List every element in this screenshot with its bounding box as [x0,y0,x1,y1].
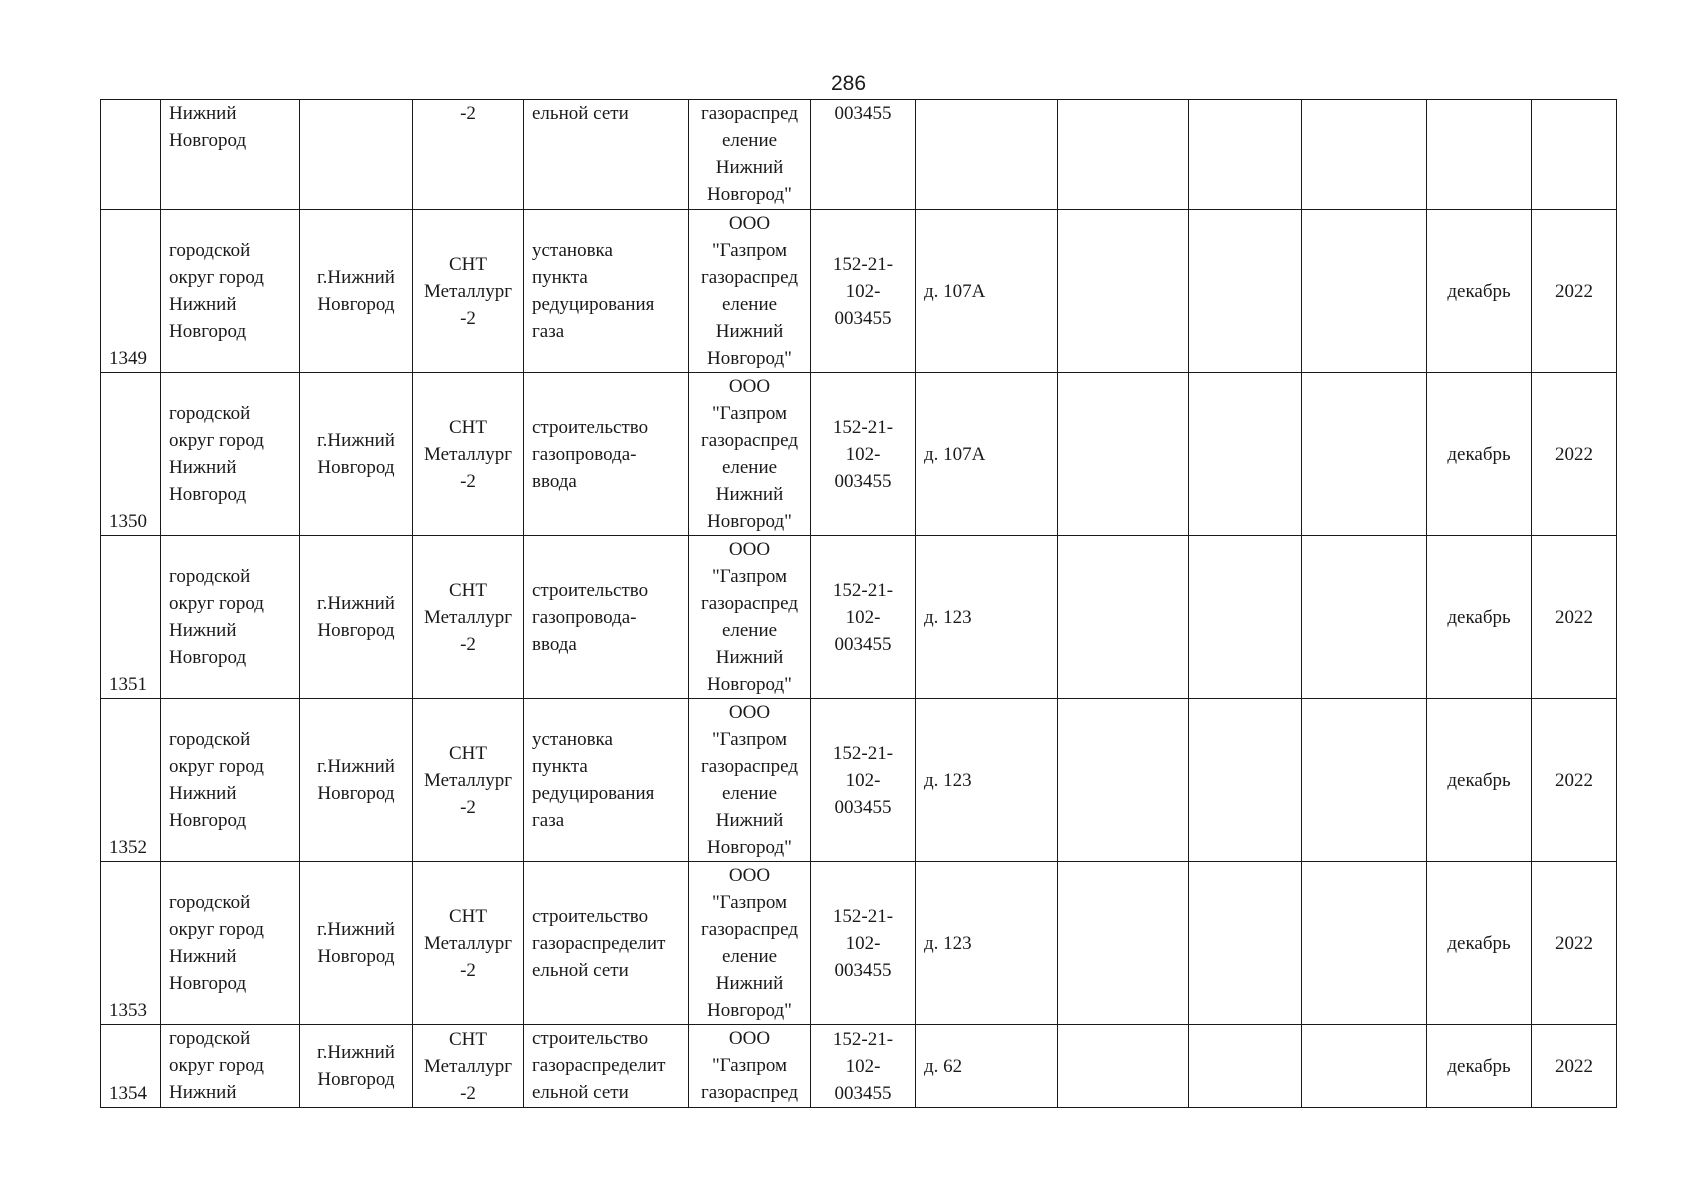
district-cell [161,1025,300,1108]
locality-text: г.Нижний Новгород [317,756,395,804]
table-row [101,100,1617,210]
empty-cell [1189,536,1302,699]
month-cell [1427,1025,1532,1108]
empty-cell [1189,210,1302,373]
locality-text: г.Нижний Новгород [317,593,395,641]
year-text: 2022 [1555,443,1593,465]
empty-cell [1058,100,1189,210]
table-row [101,699,1617,862]
empty-cell [1302,536,1427,699]
locality-text: г.Нижний Новгород [317,430,395,478]
empty-cell [1302,210,1427,373]
address-cell [916,373,1058,536]
row-number-text: 1349 [109,348,147,369]
snt-cell [413,1025,524,1108]
address-cell [916,536,1058,699]
snt-cell [413,862,524,1025]
snt-text: СНТ Металлург -2 [424,742,512,818]
row-number-cell [101,100,161,210]
organization-cell [689,536,811,699]
empty-cell [1058,536,1189,699]
locality-cell [300,536,413,699]
work-type-text: строительство газопровода- ввода [532,579,649,655]
work-type-cell [524,536,689,699]
locality-cell [300,862,413,1025]
empty-cell [1189,862,1302,1025]
registry-number-text: 152-21- 102- 003455 [832,742,894,818]
year-text: 2022 [1555,769,1593,791]
empty-cell [1058,862,1189,1025]
registry-number-cell [811,100,916,210]
year-cell [1532,100,1617,210]
work-type-cell [524,210,689,373]
work-type-cell [524,699,689,862]
address-cell [916,862,1058,1025]
organization-cell [689,1025,811,1108]
year-text: 2022 [1555,606,1593,628]
year-cell [1532,373,1617,536]
month-text: декабрь [1447,443,1511,465]
month-text: декабрь [1447,606,1511,628]
registry-number-text: 003455 [834,103,892,124]
registry-number-text: 152-21- 102- 003455 [832,1028,894,1104]
registry-number-text: 152-21- 102- 003455 [832,905,894,981]
registry-number-cell [811,1025,916,1108]
table-row [101,373,1617,536]
row-number-cell [101,1025,161,1108]
organization-text: ООО "Газпром газораспред еление Нижний Новгород" [700,539,798,695]
row-number-text: 1352 [109,837,147,858]
work-type-cell [524,1025,689,1108]
row-number-text: 1351 [109,674,147,695]
year-cell [1532,1025,1617,1108]
year-cell [1532,862,1617,1025]
organization-text: ООО "Газпром газораспред еление Нижний Новгород" [700,865,798,1021]
table-row [101,210,1617,373]
month-cell [1427,699,1532,862]
district-text: городской округ город Нижний Новгород [169,729,264,831]
registry-number-cell [811,699,916,862]
district-cell [161,862,300,1025]
district-cell [161,536,300,699]
registry-number-cell [811,862,916,1025]
organization-text: ООО "Газпром газораспред еление Нижний Новгород" [700,213,798,369]
table-row [101,536,1617,699]
registry-number-cell [811,536,916,699]
empty-cell [1302,373,1427,536]
registry-number-text: 152-21- 102- 003455 [832,253,894,329]
register-table [100,99,1617,1108]
organization-cell [689,699,811,862]
snt-text: СНТ Металлург -2 [424,253,512,329]
month-text: декабрь [1447,1055,1511,1077]
address-text: д. 123 [924,606,972,628]
empty-cell [1058,1025,1189,1108]
page-number: 286 [830,72,867,95]
locality-cell [300,699,413,862]
empty-cell [1189,373,1302,536]
locality-text: г.Нижний Новгород [317,267,395,315]
row-number-text: 1350 [109,511,147,532]
snt-cell [413,536,524,699]
snt-text: -2 [460,103,476,124]
snt-text: СНТ Металлург -2 [424,416,512,492]
snt-text: СНТ Металлург -2 [424,1028,512,1104]
year-cell [1532,699,1617,862]
organization-cell [689,100,811,210]
district-text: городской округ город Нижний [169,1028,264,1103]
address-cell [916,210,1058,373]
organization-text: газораспред еление Нижний Новгород" [700,103,798,205]
year-cell [1532,210,1617,373]
registry-number-text: 152-21- 102- 003455 [832,416,894,492]
district-cell [161,210,300,373]
locality-cell [300,373,413,536]
district-text: Нижний Новгород [169,103,247,151]
empty-cell [1058,210,1189,373]
month-cell [1427,373,1532,536]
year-cell [1532,536,1617,699]
organization-text: ООО "Газпром газораспред еление Нижний Новгород" [700,702,798,858]
month-cell [1427,100,1532,210]
district-cell [161,373,300,536]
address-text: д. 107А [924,280,986,302]
row-number-text: 1354 [109,1083,147,1104]
empty-cell [1189,1025,1302,1108]
year-text: 2022 [1555,1055,1593,1077]
organization-text: ООО "Газпром газораспред [700,1028,798,1103]
snt-text: СНТ Металлург -2 [424,579,512,655]
locality-cell [300,100,413,210]
address-text: д. 62 [924,1055,963,1077]
empty-cell [1302,862,1427,1025]
table-row [101,1025,1617,1108]
organization-text: ООО "Газпром газораспред еление Нижний Новгород" [700,376,798,532]
row-number-cell [101,210,161,373]
address-text: д. 107А [924,443,986,465]
organization-cell [689,862,811,1025]
month-cell [1427,210,1532,373]
locality-text: г.Нижний Новгород [317,919,395,967]
address-cell [916,100,1058,210]
work-type-text: ельной сети [532,103,629,124]
registry-number-cell [811,373,916,536]
locality-cell [300,210,413,373]
district-text: городской округ город Нижний Новгород [169,566,264,668]
empty-cell [1058,699,1189,862]
row-number-cell [101,536,161,699]
snt-cell [413,100,524,210]
month-text: декабрь [1447,932,1511,954]
address-text: д. 123 [924,769,972,791]
month-cell [1427,862,1532,1025]
work-type-cell [524,862,689,1025]
year-text: 2022 [1555,280,1593,302]
district-cell [161,100,300,210]
work-type-text: строительство газораспределит ельной сети [532,1028,666,1103]
empty-cell [1302,1025,1427,1108]
registry-number-text: 152-21- 102- 003455 [832,579,894,655]
organization-cell [689,210,811,373]
row-number-text: 1353 [109,1000,147,1021]
address-cell [916,1025,1058,1108]
district-text: городской округ город Нижний Новгород [169,892,264,994]
work-type-text: строительство газопровода- ввода [532,416,649,492]
locality-cell [300,1025,413,1108]
work-type-text: установка пункта редуцирования газа [532,729,655,831]
district-text: городской округ город Нижний Новгород [169,240,264,342]
address-text: д. 123 [924,932,972,954]
row-number-cell [101,699,161,862]
work-type-text: установка пункта редуцирования газа [532,240,655,342]
empty-cell [1189,100,1302,210]
snt-cell [413,373,524,536]
row-number-cell [101,862,161,1025]
month-text: декабрь [1447,769,1511,791]
empty-cell [1189,699,1302,862]
locality-text: г.Нижний Новгород [317,1042,395,1090]
table-row [101,862,1617,1025]
work-type-cell [524,100,689,210]
empty-cell [1302,100,1427,210]
snt-cell [413,210,524,373]
work-type-cell [524,373,689,536]
district-cell [161,699,300,862]
empty-cell [1302,699,1427,862]
month-cell [1427,536,1532,699]
register-body [101,100,1617,1108]
year-text: 2022 [1555,932,1593,954]
snt-text: СНТ Металлург -2 [424,905,512,981]
month-text: декабрь [1447,280,1511,302]
work-type-text: строительство газораспределит ельной сети [532,905,666,981]
row-number-cell [101,373,161,536]
organization-cell [689,373,811,536]
empty-cell [1058,373,1189,536]
registry-number-cell [811,210,916,373]
address-cell [916,699,1058,862]
snt-cell [413,699,524,862]
district-text: городской округ город Нижний Новгород [169,403,264,505]
